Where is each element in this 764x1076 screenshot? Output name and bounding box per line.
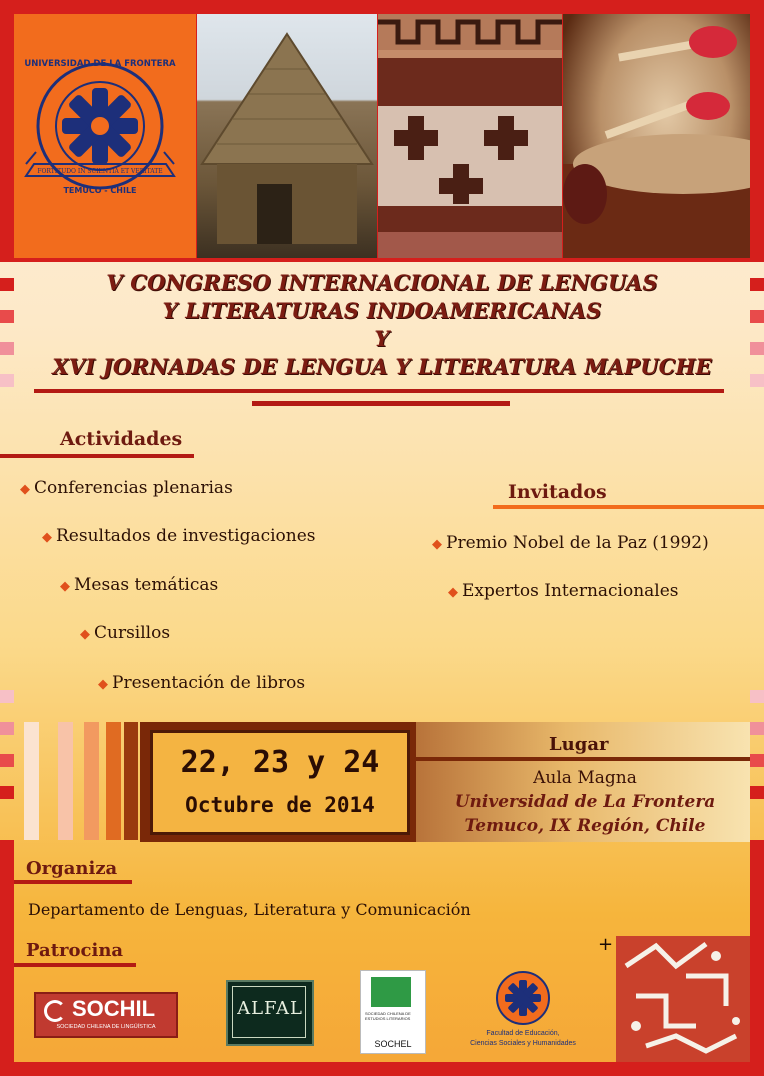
title-underline-short [252, 401, 510, 406]
sochil-name: SOCHIL [72, 996, 156, 1021]
lugar-line-3: Temuco, IX Región, Chile [464, 816, 706, 836]
lugar-heading: Lugar [549, 734, 609, 755]
faculty-emblem-icon [450, 968, 596, 1028]
patrocina-heading: Patrocina [26, 940, 124, 961]
actividad-item: ◆ Cursillos [80, 623, 171, 643]
faculty-line-2: Ciencias Sociales y Humanidades [470, 1040, 576, 1047]
sochil-subtitle: SOCIEDAD CHILENA DE LINGÜÍSTICA [56, 1024, 156, 1030]
patrocina-underline [14, 963, 136, 967]
diamond-bullet-icon: ◆ [98, 677, 108, 692]
left-frame [0, 840, 14, 1076]
diamond-bullet-icon: ◆ [42, 530, 52, 545]
actividad-item: ◆ Resultados de investigaciones [42, 526, 316, 546]
faculty-line-1: Facultad de Educación, [486, 1030, 560, 1037]
alfal-logo [226, 980, 314, 1046]
sochel-logo [360, 970, 426, 1054]
title-underline [34, 389, 724, 393]
diamond-bullet-icon: ◆ [20, 482, 30, 497]
sochil-logo [34, 992, 178, 1038]
mapuche-art-image [616, 936, 750, 1062]
logo-motto: FORTITUDO IN SCIENTIA ET VERITATE [37, 168, 163, 175]
title-line-4: XVI JORNADAS DE LENGUA Y LITERATURA MAPUCHE [52, 354, 712, 379]
photo-thatched-hut [197, 14, 377, 258]
diamond-bullet-icon: ◆ [448, 585, 458, 600]
organiza-underline [14, 880, 132, 884]
sochel-name: SOCHEL [374, 1039, 412, 1049]
right-frame [750, 840, 764, 1076]
logo-panel [14, 14, 196, 258]
diamond-bullet-icon: ◆ [432, 537, 442, 552]
title-line-2: Y LITERATURAS INDOAMERICANAS [162, 298, 602, 323]
decor-stripe [58, 722, 73, 840]
diamond-bullet-icon: ◆ [80, 627, 90, 642]
decor-stripe [106, 722, 121, 840]
decor-stripe [24, 722, 39, 840]
actividad-item: ◆ Conferencias plenarias [20, 478, 233, 498]
date-month: Octubre de 2014 [185, 793, 375, 817]
title-line-1: V CONGRESO INTERNACIONAL DE LENGUAS [106, 270, 658, 295]
sochil-swirl-icon [44, 1000, 66, 1022]
lugar-divider [416, 757, 750, 761]
actividades-heading: Actividades [60, 428, 183, 450]
university-logo [14, 14, 196, 258]
footer-band [0, 1062, 764, 1076]
decor-stripe [84, 722, 99, 840]
organiza-text: Departamento de Lenguas, Literatura y Comunicación [28, 900, 471, 919]
lugar-line-2: Universidad de La Frontera [454, 792, 716, 812]
press-icon [371, 977, 411, 1007]
date-days: 22, 23 y 24 [180, 745, 380, 780]
diamond-bullet-icon: ◆ [60, 579, 70, 594]
organiza-heading: Organiza [26, 858, 118, 879]
invitado-item: ◆ Premio Nobel de la Paz (1992) [432, 533, 709, 553]
logo-ring-top: UNIVERSIDAD DE LA FRONTERA [24, 59, 176, 69]
decor-stripe [124, 722, 138, 840]
invitado-item: ◆ Expertos Internacionales [448, 581, 679, 601]
photo-textile [378, 14, 562, 258]
invitados-heading: Invitados [508, 481, 607, 503]
alfal-name: ALFAL [237, 998, 303, 1019]
photo-kultrun-drum [563, 14, 750, 258]
actividad-item: ◆ Mesas temáticas [60, 575, 219, 595]
logo-ring-bottom: TEMUCO - CHILE [63, 186, 137, 195]
faculty-logo [450, 968, 596, 1060]
title-line-3: Y [374, 326, 390, 351]
actividad-item: ◆ Presentación de libros [98, 673, 306, 693]
actividades-underline [0, 454, 194, 458]
lugar-line-1: Aula Magna [533, 768, 637, 788]
sochel-subtitle: SOCIEDAD CHILENA DE ESTUDIOS LITERARIOS [365, 1011, 411, 1021]
plus-icon: + [598, 934, 614, 955]
invitados-underline [493, 505, 764, 509]
